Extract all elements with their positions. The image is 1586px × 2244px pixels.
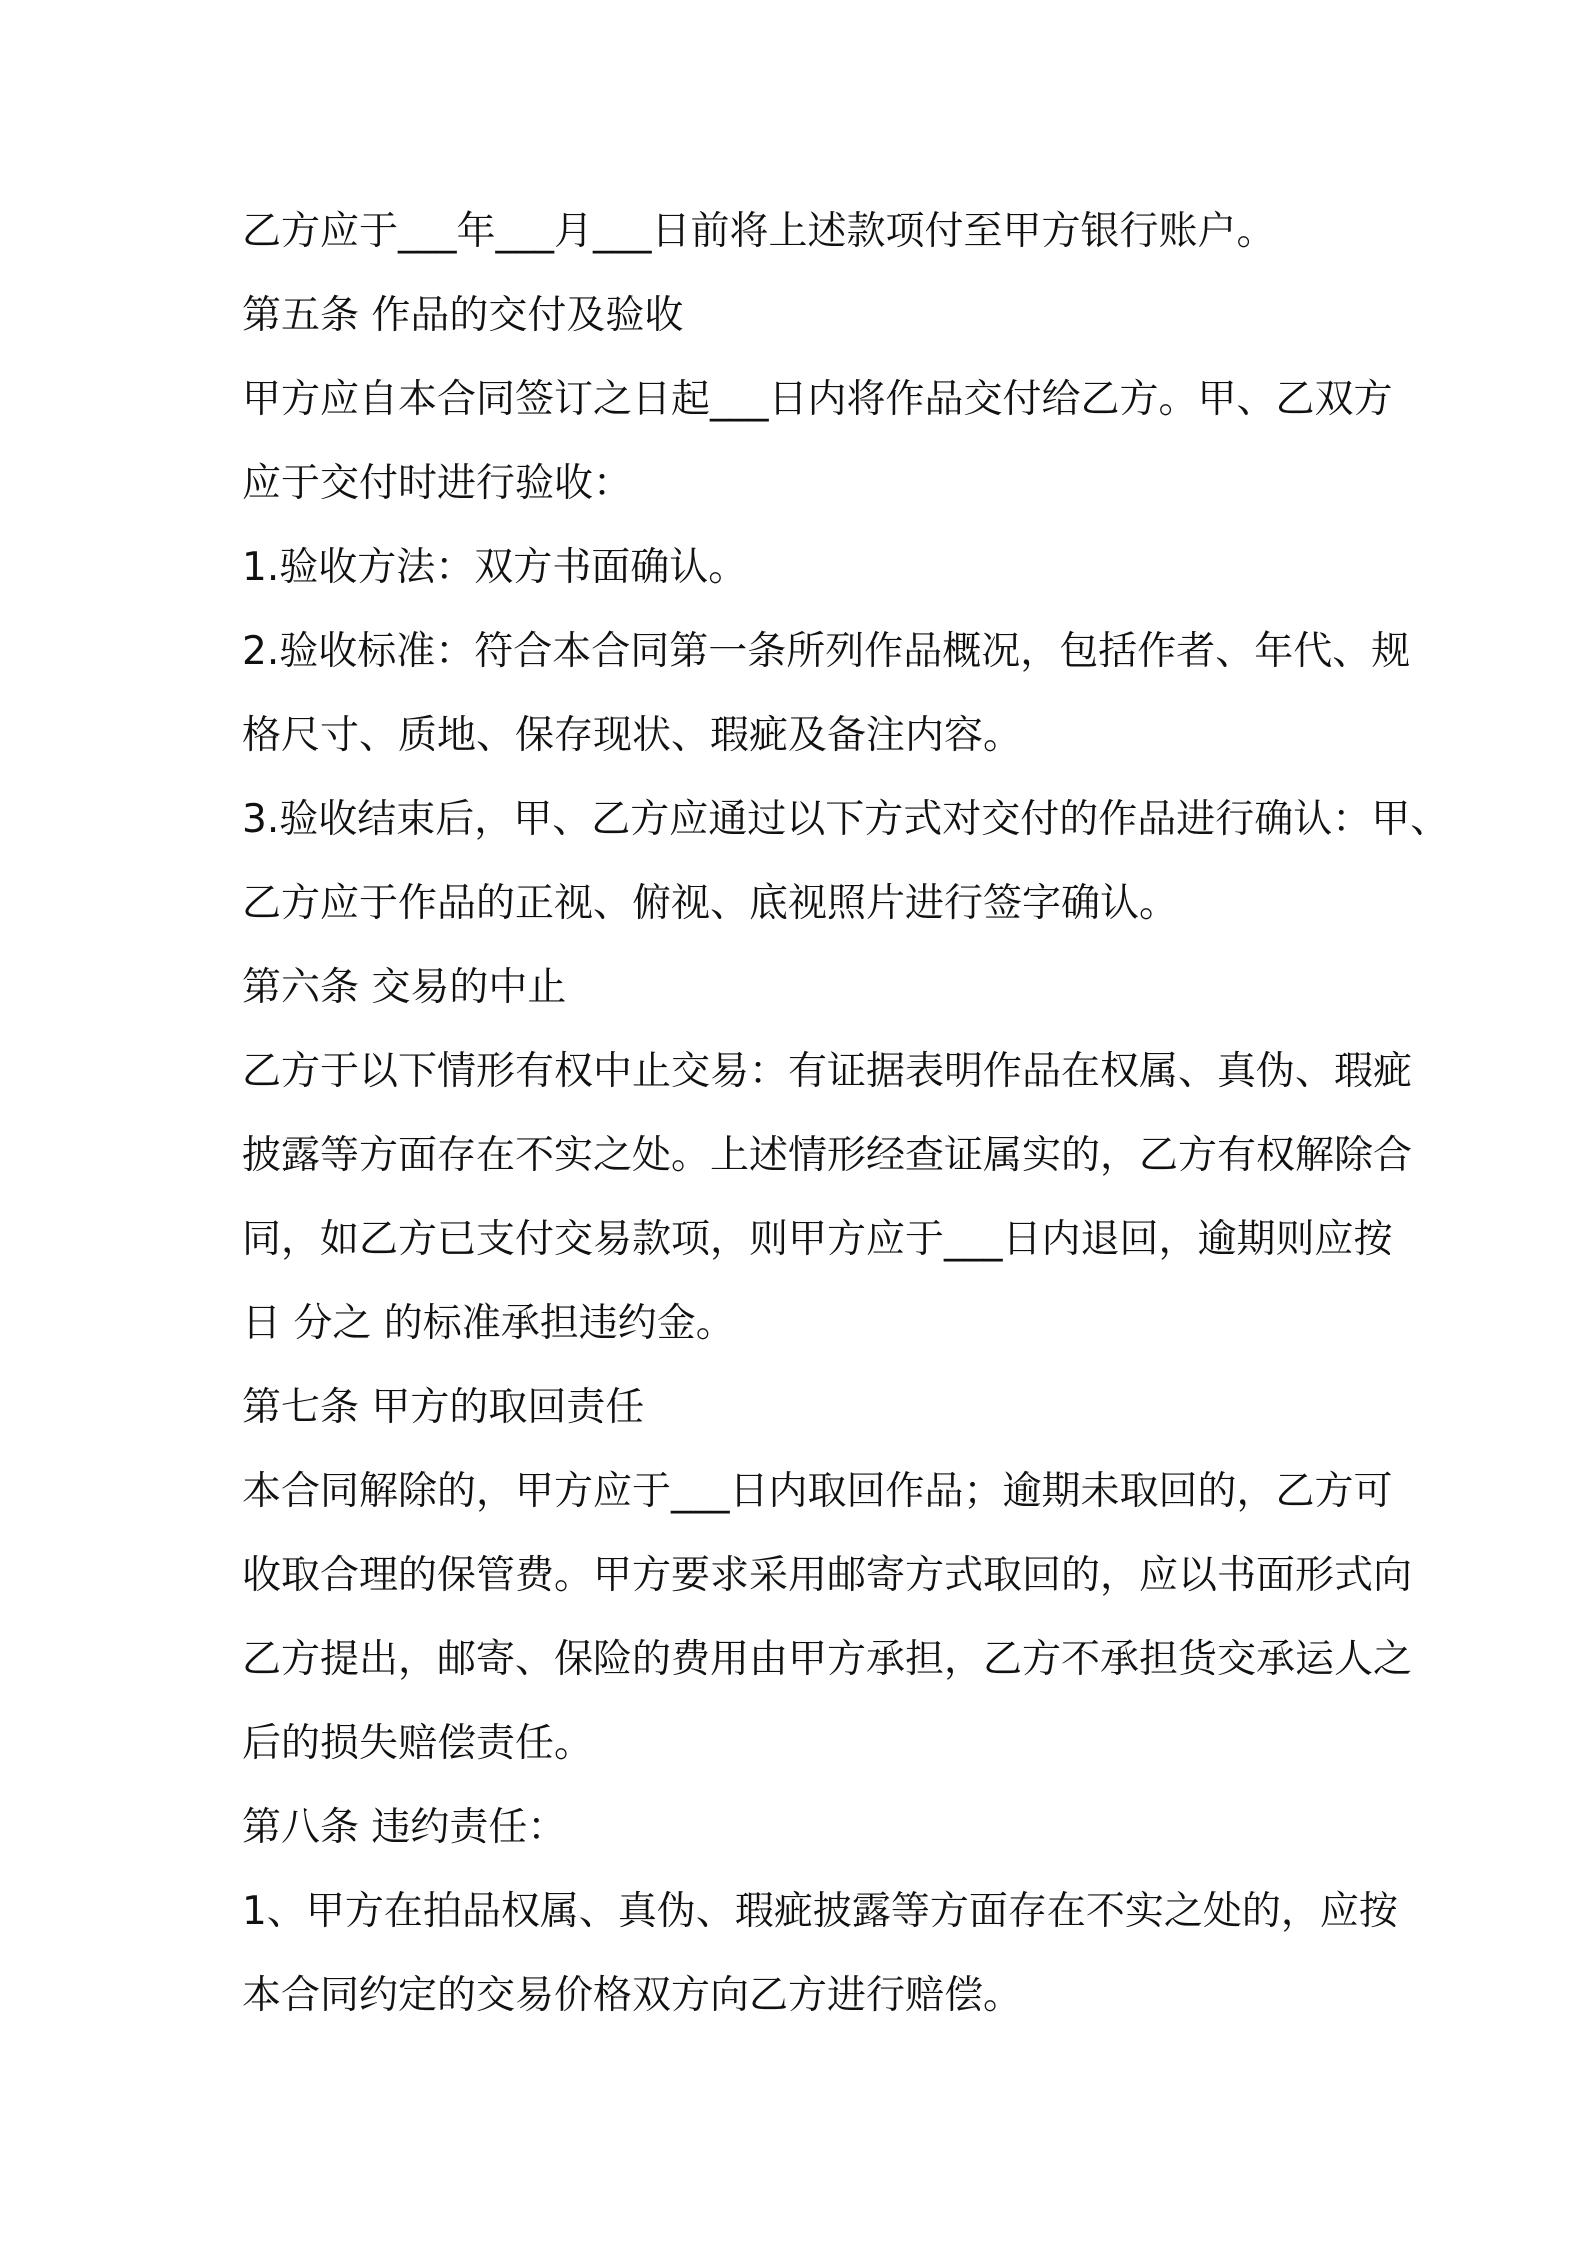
section-heading: 第八条 违约责任：	[242, 1805, 567, 1850]
section-heading: 第五条 作品的交付及验收	[242, 293, 684, 338]
text-line: 1、甲方在拍品权属、真伪、瑕疵披露等方面存在不实之处的，应按	[242, 1889, 1398, 1934]
text-line: 乙方提出，邮寄、保险的费用由甲方承担，乙方不承担货交承运人之	[242, 1637, 1413, 1682]
text-line: 应于交付时进行验收：	[242, 461, 633, 506]
text-line: 甲方应自本合同签订之日起___日内将作品交付给乙方。甲、乙双方	[242, 377, 1393, 422]
text-line: 格尺寸、质地、保存现状、瑕疵及备注内容。	[242, 713, 1023, 758]
text-line: 本合同解除的，甲方应于___日内取回作品；逾期未取回的，乙方可	[242, 1469, 1393, 1514]
text-line: 本合同约定的交易价格双方向乙方进行赔偿。	[242, 1973, 1023, 2018]
text-line: 2.验收标准：符合本合同第一条所列作品概况，包括作者、年代、规	[242, 629, 1411, 674]
text-line: 收取合理的保管费。甲方要求采用邮寄方式取回的，应以书面形式向	[242, 1553, 1413, 1598]
text-line: 乙方于以下情形有权中止交易：有证据表明作品在权属、真伪、瑕疵	[242, 1049, 1413, 1094]
section-heading: 第七条 甲方的取回责任	[242, 1385, 645, 1430]
text-line: 乙方应于作品的正视、俯视、底视照片进行签字确认。	[242, 881, 1179, 926]
text-line: 3.验收结束后，甲、乙方应通过以下方式对交付的作品进行确认：甲、	[242, 797, 1450, 842]
text-line: 同，如乙方已支付交易款项，则甲方应于___日内退回，逾期则应按	[242, 1217, 1393, 1262]
section-heading: 第六条 交易的中止	[242, 965, 567, 1010]
text-line: 1.验收方法：双方书面确认。	[242, 545, 748, 590]
text-line: 披露等方面存在不实之处。上述情形经查证属实的，乙方有权解除合	[242, 1133, 1413, 1178]
text-line: 后的损失赔偿责任。	[242, 1721, 594, 1766]
document-body	[242, 190, 1450, 2038]
text-line: 乙方应于___年___月___日前将上述款项付至甲方银行账户。	[242, 209, 1276, 254]
text-line: 日 分之 的标准承担违约金。	[242, 1301, 735, 1346]
